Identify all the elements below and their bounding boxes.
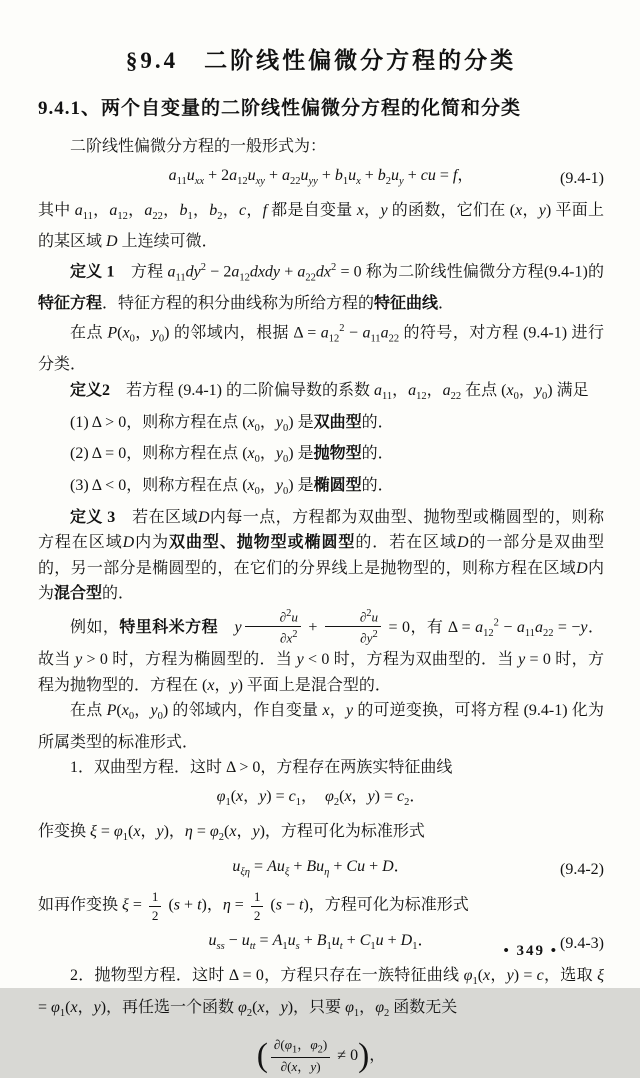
equation-jacobian-condition xyxy=(38,1034,604,1078)
page-number: • 349 • xyxy=(503,943,558,959)
equation-number-9-4-2: (9.4-2) xyxy=(560,860,604,878)
paragraph-substitution-1: 作变换 $\xi = \varphi_1(x$，y)，$\eta = \varphi_2(x$，y)，方程可化为标准形式 xyxy=(38,823,425,844)
paragraph-intro: 二阶线性偏微分方程的一般形式为： xyxy=(70,138,327,155)
equation-characteristic-curves-body: $\varphi_1(x$，$y) = c_1$， $\varphi_2(x$，$y) = c_2$． xyxy=(216,787,426,809)
paragraph-parabolic-heading: 2．抛物型方程．这时 Δ = 0，方程只存在一族特征曲线 $\varphi_1(x$，y) = c，选取 $\xi = \varphi_1(x$，y)，再任选一个函数 $\varphi_2(x$，y)，只要 $\varphi_1$，$\varphi_2$ 函数无关 xyxy=(38,966,604,1019)
paragraph-definition-3: 定义 3 若在区域D内每一点，方程都为双曲型、抛物型或椭圆型的，则称方程在区域D内为双曲型、抛物型或椭圆型的．若在区域D的一部分是双曲型的，另一部分是椭圆型的，在它们的分界线上是抛物型的，则称方程在区域D内为混合型的． xyxy=(38,508,604,603)
equation-jacobian-condition-body: ( $\frac{\partial(\varphi_1,\varphi_2)}{\partial(x,y)}$ ≠ 0)， xyxy=(256,1036,386,1075)
equation-general-form-body: $a_{11}u_{xx} + 2a_{12}u_{xy} + a_{22}u_{yy} + b_1u_x + b_2u_y$ + cu = f， xyxy=(168,166,474,187)
paragraph-tricomi-example: 例如，特里科米方程 y $\frac{\partial^2u}{\partial x^2}$ + $\frac{\partial^2u}{\partial y^2}$ = 0，有 $\Delta = a_{12}^2 - a_{11}a_{22} = -y$．故当 y > 0 时，方程为椭圆型的．当 y < 0 时，方程为双曲型的．当 y = 0 时，方程为抛物型的．方程在 (x，y) 平面上是混合型的． xyxy=(38,607,604,694)
paragraph-coefficients: 其中 $a_{11}$，$a_{12}$，$a_{22}$，$b_1$，$b_2$，c，f 都是自变量 x，y 的函数，它们在 (x，y) 平面上的某区域 D 上连续可微． xyxy=(38,201,604,251)
equation-standard-wave-body: $u_{ss} - u_{tt} = A_1u_s + B_1u_t + C_1u + D_1$． xyxy=(208,931,434,952)
list-item-elliptic-case: (3) Δ < 0，则称方程在点 ($x_0$，$y_0$) 是椭圆型的． xyxy=(70,476,394,498)
subsection-heading: 9.4.1、两个自变量的二阶线性偏微分方程的化简和分类 xyxy=(38,98,522,119)
equation-standard-hyperbolic xyxy=(38,854,604,886)
equation-standard-hyperbolic-body: $u_{\xi\eta} = Au_\xi + Bu_\eta + Cu + D$． xyxy=(232,857,410,878)
paragraph-transform-note: 在点 $P(x_0$，$y_0$) 的邻域内，作自变量 x，y 的可逆变换，可将方程 (9.4-1) 化为所属类型的标准形式． xyxy=(38,702,604,751)
paragraph-substitution-2: 如再作变换 ξ = $\frac{1}{2}$ (s + t)，η = $\frac{1}{2}$ (s − t)，方程可化为标准形式 xyxy=(38,888,469,924)
list-item-hyperbolic-case: (1) Δ > 0，则称方程在点 ($x_0$，$y_0$) 是双曲型的． xyxy=(70,413,394,434)
equation-characteristic-curves xyxy=(38,784,604,816)
paragraph-classification-intro: 在点 $P(x_0$，$y_0$) 的邻域内，根据 $\Delta = a_{12}^2 - a_{11}a_{22}$ 的符号，对方程 (9.4-1) 进行分类． xyxy=(38,323,604,374)
paragraph-definition-2: 定义2 若方程 (9.4-1) 的二阶偏导数的系数 $a_{11}$，$a_{12}$，$a_{22}$ 在点 ($x_0$，$y_0$) 满足 xyxy=(70,381,589,403)
list-item-parabolic-case: (2) Δ = 0，则称方程在点 ($x_0$，$y_0$) 是抛物型的． xyxy=(70,445,394,466)
equation-number-9-4-3: (9.4-3) xyxy=(560,934,604,952)
equation-general-form xyxy=(38,163,604,195)
page-title: §9.4 二阶线性偏微分方程的分类 xyxy=(125,48,517,73)
paragraph-hyperbolic-heading: 1．双曲型方程．这时 Δ > 0，方程存在两族实特征曲线 xyxy=(70,759,453,777)
paragraph-definition-1: 定义 1 方程 $a_{11}dy^2$ − $2a_{12}dxdy + a_{22}dx^2 = 0$ 称为二阶线性偏微分方程(9.4-1)的特征方程．特征方程的积分曲线称为所给方程的特征曲线． xyxy=(38,261,604,312)
equation-number-9-4-1: (9.4-1) xyxy=(560,169,604,187)
